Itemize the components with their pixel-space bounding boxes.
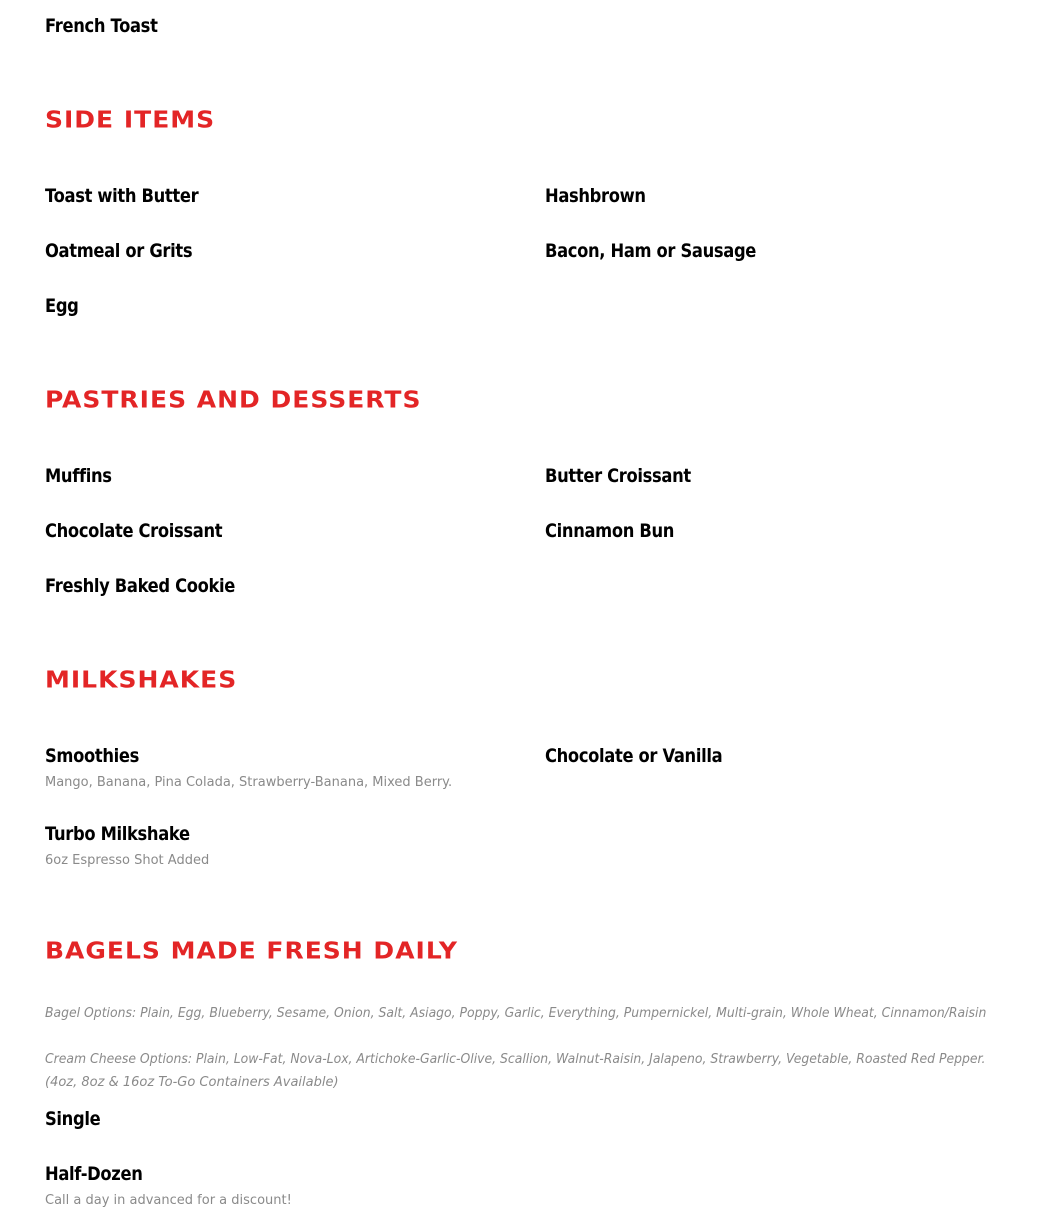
containers-note: (4oz, 8oz & 16oz To-Go Containers Available) [45, 1075, 339, 1090]
menu-item-description: 6oz Espresso Shot Added [45, 853, 210, 868]
bagel-options-note: Bagel Options: Plain, Egg, Blueberry, Sesame, Onion, Salt, Asiago, Poppy, Garlic, Everything, Pumpernickel, Multi-grain, Whole Wheat, Cinnamon/Raisin [45, 1006, 987, 1021]
menu-item: Chocolate Croissant [45, 520, 223, 542]
section-heading-bagels: BAGELS MADE FRESH DAILY [45, 937, 458, 964]
cream-cheese-options-note: Cream Cheese Options: Plain, Low-Fat, Nova-Lox, Artichoke-Garlic-Olive, Scallion, Walnut-Raisin, Jalapeno, Strawberry, Vegetable, Roasted Red Pepper. [45, 1052, 986, 1067]
menu-item: Egg [45, 295, 79, 317]
menu-item: Bacon, Ham or Sausage [545, 240, 757, 262]
menu-item: Half-Dozen [45, 1163, 143, 1185]
menu-item: Single [45, 1108, 101, 1130]
menu-item: Oatmeal or Grits [45, 240, 193, 262]
menu-item: Butter Croissant [545, 465, 691, 487]
menu-item: Turbo Milkshake [45, 823, 190, 845]
section-heading-pastries: PASTRIES AND DESSERTS [45, 386, 422, 413]
menu-item: Cinnamon Bun [545, 520, 675, 542]
section-heading-milkshakes: MILKSHAKES [45, 666, 238, 693]
menu-item: Toast with Butter [45, 185, 199, 207]
menu-item: Smoothies [45, 745, 140, 767]
menu-item: Muffins [45, 465, 112, 487]
menu-item: Freshly Baked Cookie [45, 575, 236, 597]
menu-item-french-toast: French Toast [45, 15, 158, 37]
menu-item: Hashbrown [545, 185, 646, 207]
menu-item-description: Call a day in advanced for a discount! [45, 1193, 292, 1208]
section-heading-side-items: SIDE ITEMS [45, 106, 216, 133]
menu-item-description: Mango, Banana, Pina Colada, Strawberry-Banana, Mixed Berry. [45, 775, 453, 790]
menu-item: Chocolate or Vanilla [545, 745, 723, 767]
